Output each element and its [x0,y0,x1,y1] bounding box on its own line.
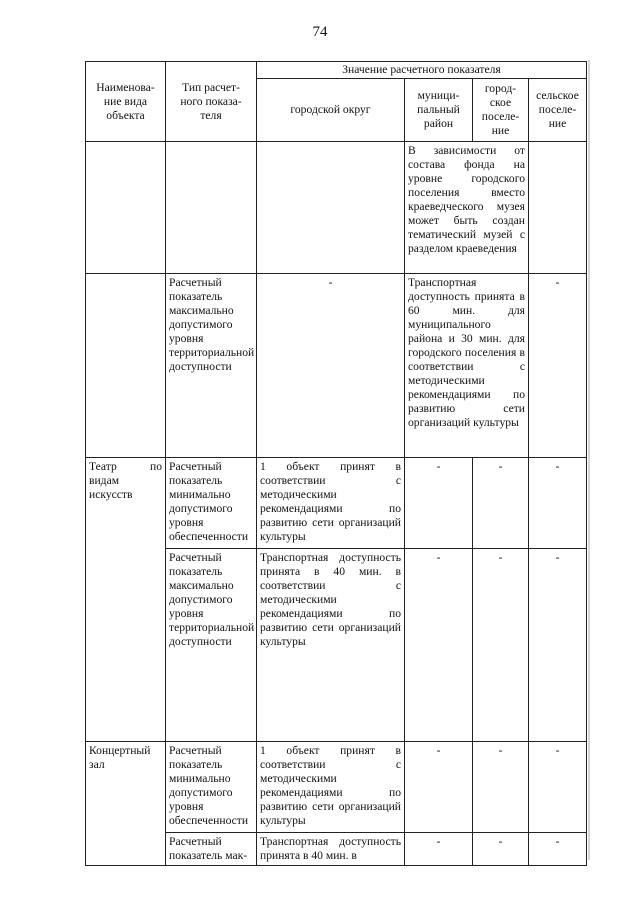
cell-rural: - [529,274,587,458]
cell-rural: - [529,833,587,866]
scan-shadow-line [588,60,590,860]
cell-indicator: Расчетный показатель минимально допустимого уровня обеспеченности [166,742,257,833]
table-row [86,142,587,274]
cell-urban: - [473,742,529,833]
page-number: 74 [312,24,328,40]
cell-municipal: - [405,458,473,549]
cell-city [257,142,405,274]
cell-indicator: Расчетный показатель максимально допустимого уровня территориальной доступности [166,274,257,458]
cell-indicator: Расчетный показатель минимально допустимого уровня обеспеченности [166,458,257,549]
header-value-group: Значение расчетного показателя [257,62,587,79]
cell-municipal: - [405,833,473,866]
header-rural-settlement: сельское поселе- ние [529,79,587,142]
cell-municipal: - [405,742,473,833]
cell-city: Транспортная доступность принята в 40 мин. в [257,833,405,866]
cell-city: - [257,274,405,458]
table-row [86,458,587,549]
cell-municipal-note: Транспортная доступность принята в 60 мин. для муниципального района и 30 мин. для городского поселения в соответствии с методическими рекомендациями по развитию сети организаций культуры [405,274,529,458]
cell-indicator: Расчетный показатель мак- [166,833,257,866]
header-indicator-type: Тип расчет- ного показа- теля [166,62,257,142]
cell-indicator: Расчетный показатель максимально допустимого уровня территориальной доступности [166,549,257,742]
cell-rural [529,142,587,274]
header-urban-settlement: город- ское поселе- ние [473,79,529,142]
cell-urban: - [473,458,529,549]
cell-city: 1 объект принят в соответствии с методическими рекомендациями по развитию сети организаций культуры [257,742,405,833]
cell-object [86,274,166,458]
cell-object-concert-hall: Концертный зал [86,742,166,866]
cell-municipal: - [405,549,473,742]
cell-object [86,142,166,274]
cell-rural: - [529,742,587,833]
cell-city: 1 объект принят в соответствии с методическими рекомендациями по развитию сети организаций культуры [257,458,405,549]
standards-table [85,61,587,866]
cell-urban: - [473,833,529,866]
table-row [86,274,587,458]
cell-rural: - [529,458,587,549]
table-row [86,742,587,833]
header-city-district: городской округ [257,79,405,142]
cell-indicator [166,142,257,274]
cell-rural: - [529,549,587,742]
header-object-type: Наименова- ние вида объекта [86,62,166,142]
cell-urban: - [473,549,529,742]
cell-city: Транспортная доступность принята в 40 мин. в соответствии с методическими рекомендациями по развитию сети организаций культуры [257,549,405,742]
cell-object-theatre: Театр по видам искусств [86,458,166,742]
header-municipal-district: муници- пальный район [405,79,473,142]
cell-municipal-note: В зависимости от состава фонда на уровне городского поселения вместо краеведческого музея может быть создан тематический музей с разделом краеведения [405,142,529,274]
